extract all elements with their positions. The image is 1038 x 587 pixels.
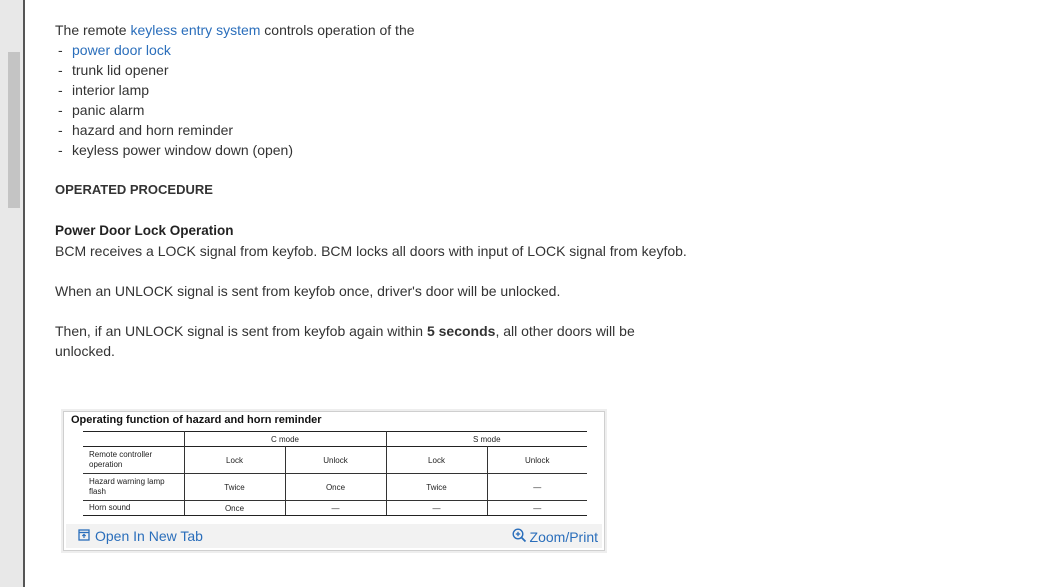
zoom-in-icon [512, 528, 527, 546]
table-row [83, 501, 587, 516]
list-dash: - [58, 142, 63, 158]
list-dash: - [58, 42, 63, 58]
table-cell: Unlock [487, 447, 587, 474]
table-header-c-mode: C mode [184, 432, 386, 447]
function-list [55, 40, 1015, 160]
p3-prefix: Then, if an UNLOCK signal is sent from keyfob again within [55, 323, 427, 339]
list-item-label: trunk lid opener [72, 62, 169, 78]
list-dash: - [58, 82, 63, 98]
table-row [83, 447, 587, 474]
row-label: Hazard warning lamp flash [83, 474, 184, 501]
list-item [55, 120, 1015, 140]
section-heading: Power Door Lock Operation [55, 223, 234, 238]
p3-suffix: , all other doors will be unlocked. [55, 323, 635, 359]
list-item [55, 140, 1015, 160]
power-door-lock-link[interactable]: power door lock [72, 42, 171, 58]
function-table [83, 431, 587, 516]
list-item [55, 100, 1015, 120]
row-label: Horn sound [83, 501, 184, 516]
procedure-heading: OPERATED PROCEDURE [55, 182, 213, 197]
figure-title: Operating function of hazard and horn reminder [71, 414, 322, 426]
table-cell: — [487, 474, 587, 501]
table-cell: — [487, 501, 587, 516]
paragraph-unlock-once: When an UNLOCK signal is sent from keyfob once, driver's door will be unlocked. [55, 283, 561, 299]
table-cell: — [386, 501, 487, 516]
list-item [55, 40, 1015, 60]
list-item [55, 60, 1015, 80]
intro-paragraph [55, 20, 1015, 40]
table-cell: Lock [386, 447, 487, 474]
table-cell: Twice [386, 474, 487, 501]
table-cell: Unlock [285, 447, 386, 474]
list-item-label: interior lamp [72, 82, 150, 98]
list-dash: - [58, 122, 63, 138]
scrollbar-thumb[interactable] [8, 52, 20, 208]
open-in-new-tab-label: Open In New Tab [95, 528, 203, 544]
paragraph-unlock-twice [55, 321, 645, 361]
list-dash: - [58, 102, 63, 118]
table-cell: Twice [184, 474, 285, 501]
table-header-blank [83, 432, 184, 447]
table-cell: — [285, 501, 386, 516]
left-gutter [0, 0, 23, 587]
paragraph-lock: BCM receives a LOCK signal from keyfob. BCM locks all doors with input of LOCK signal from keyfob. [55, 243, 687, 259]
list-item-label: panic alarm [72, 102, 145, 118]
list-item-label: keyless power window down (open) [72, 142, 293, 158]
figure-card [63, 411, 605, 551]
intro-suffix: controls operation of the [260, 22, 415, 38]
article-content [55, 20, 1015, 361]
list-item [55, 80, 1015, 100]
list-dash: - [58, 62, 63, 78]
table-cell: Lock [184, 447, 285, 474]
table-cell: Once [285, 474, 386, 501]
table-cell: Once [184, 501, 285, 516]
table-row [83, 474, 587, 501]
keyless-entry-link[interactable]: keyless entry system [130, 22, 261, 38]
open-new-tab-icon [78, 528, 90, 544]
zoom-print-label: Zoom/Print [529, 529, 598, 545]
open-in-new-tab-button[interactable] [78, 528, 203, 544]
intro-prefix: The remote [55, 22, 131, 38]
figure-footer [66, 524, 602, 548]
table-header-row [83, 432, 587, 447]
list-item-label: hazard and horn reminder [72, 122, 234, 138]
table-header-s-mode: S mode [386, 432, 587, 447]
zoom-print-button[interactable] [512, 528, 598, 546]
row-label: Remote controller operation [83, 447, 184, 474]
left-divider [23, 0, 25, 587]
time-limit: 5 seconds [426, 323, 496, 339]
